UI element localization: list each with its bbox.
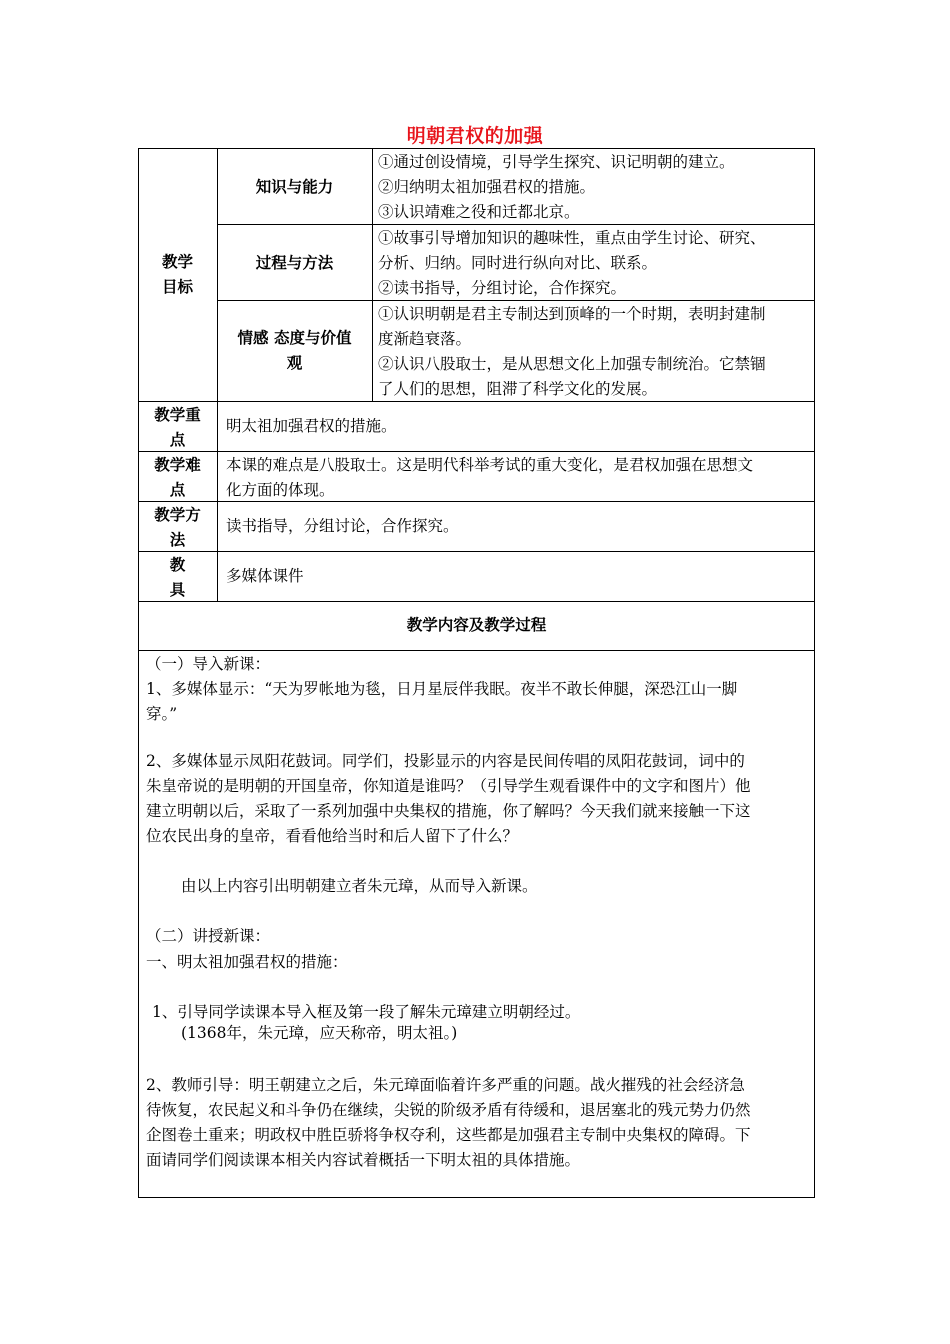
emotion-label: 情感 态度与价值 观 [237,329,352,372]
tools-text: 多媒体课件 [226,567,304,585]
process-header: 教学内容及教学过程 [406,616,547,634]
paragraph-reading: 1、引导同学读课本导入框及第一段了解朱元璋建立明朝经过。 [152,1003,581,1021]
tools-label: 教 具 [169,556,186,599]
process-label: 过程与方法 [255,254,334,272]
intro-heading: （一）导入新课： [146,655,271,673]
difficulty-label: 教学难 点 [154,456,201,499]
page-title: 明朝君权的加强 [406,125,544,147]
knowledge-text: ①通过创设情境，引导学生探究、识记明朝的建立。 ②归纳明太祖加强君权的措施。 ③认识靖难之役和迁都北京。 [378,153,735,221]
paragraph-lead-in: 由以上内容引出明朝建立者朱元璋，从而导入新课。 [181,877,538,895]
focus-text: 明太祖加强君权的措施。 [226,417,397,435]
process-text: ①故事引导增加知识的趣味性，重点由学生讨论、研究、 分析、归纳。同时进行纵向对比、联系。 ②读书指导，分组讨论，合作探究。 [378,229,766,297]
teaching-heading: （二）讲授新课： [146,927,271,945]
method-label: 教学方 法 [154,506,201,549]
objectives-label: 教学 目标 [161,253,193,296]
difficulty-text: 本课的难点是八股取士。这是明代科举考试的重大变化，是君权加强在思想文 化方面的体现。 [226,456,754,499]
emotion-text: ①认识明朝是君主专制达到顶峰的一个时期，表明封建制 度渐趋衰落。 ②认识八股取士，是从思想文化上加强专制统治。它禁锢 了人们的思想，阻滞了科学文化的发展。 [378,305,766,398]
section-heading: 一、明太祖加强君权的措施： [146,953,348,971]
paragraph-founding: (1368年，朱元璋，应天称帝，明太祖。) [181,1024,458,1042]
paragraph-fengyang: 2、多媒体显示凤阳花鼓词。同学们，投影显示的内容是民间传唱的凤阳花鼓词，词中的 朱皇帝说的是明朝的开国皇帝，你知道是谁吗？（引导学生观看课件中的文字和图片）他 建立明朝以后，采取了一系列加强中央集权的措施，你了解吗？今天我们就来接触一下这 位农民出身的皇帝，看看他给当时和后人留下了什么？ [146,752,751,845]
knowledge-label: 知识与能力 [255,178,334,196]
focus-label: 教学重 点 [154,406,201,449]
paragraph-poem: 1、多媒体显示：“天为罗帐地为毯，日月星辰伴我眠。夜半不敢长伸腿，深恐江山一脚 穿。” [146,680,738,723]
paragraph-teacher-guide: 2、教师引导：明王朝建立之后，朱元璋面临着许多严重的问题。战火摧残的社会经济急 待恢复，农民起义和斗争仍在继续，尖锐的阶级矛盾有待缓和，退居塞北的残元势力仍然 企图卷土重来；明政权中胜臣骄将争权夺利，这些都是加强君主专制中央集权的障碍。下 面请同学们阅读课本相关内容试着概括一下明太祖的具体措施。 [146,1076,751,1169]
method-text: 读书指导，分组讨论，合作探究。 [226,517,459,535]
